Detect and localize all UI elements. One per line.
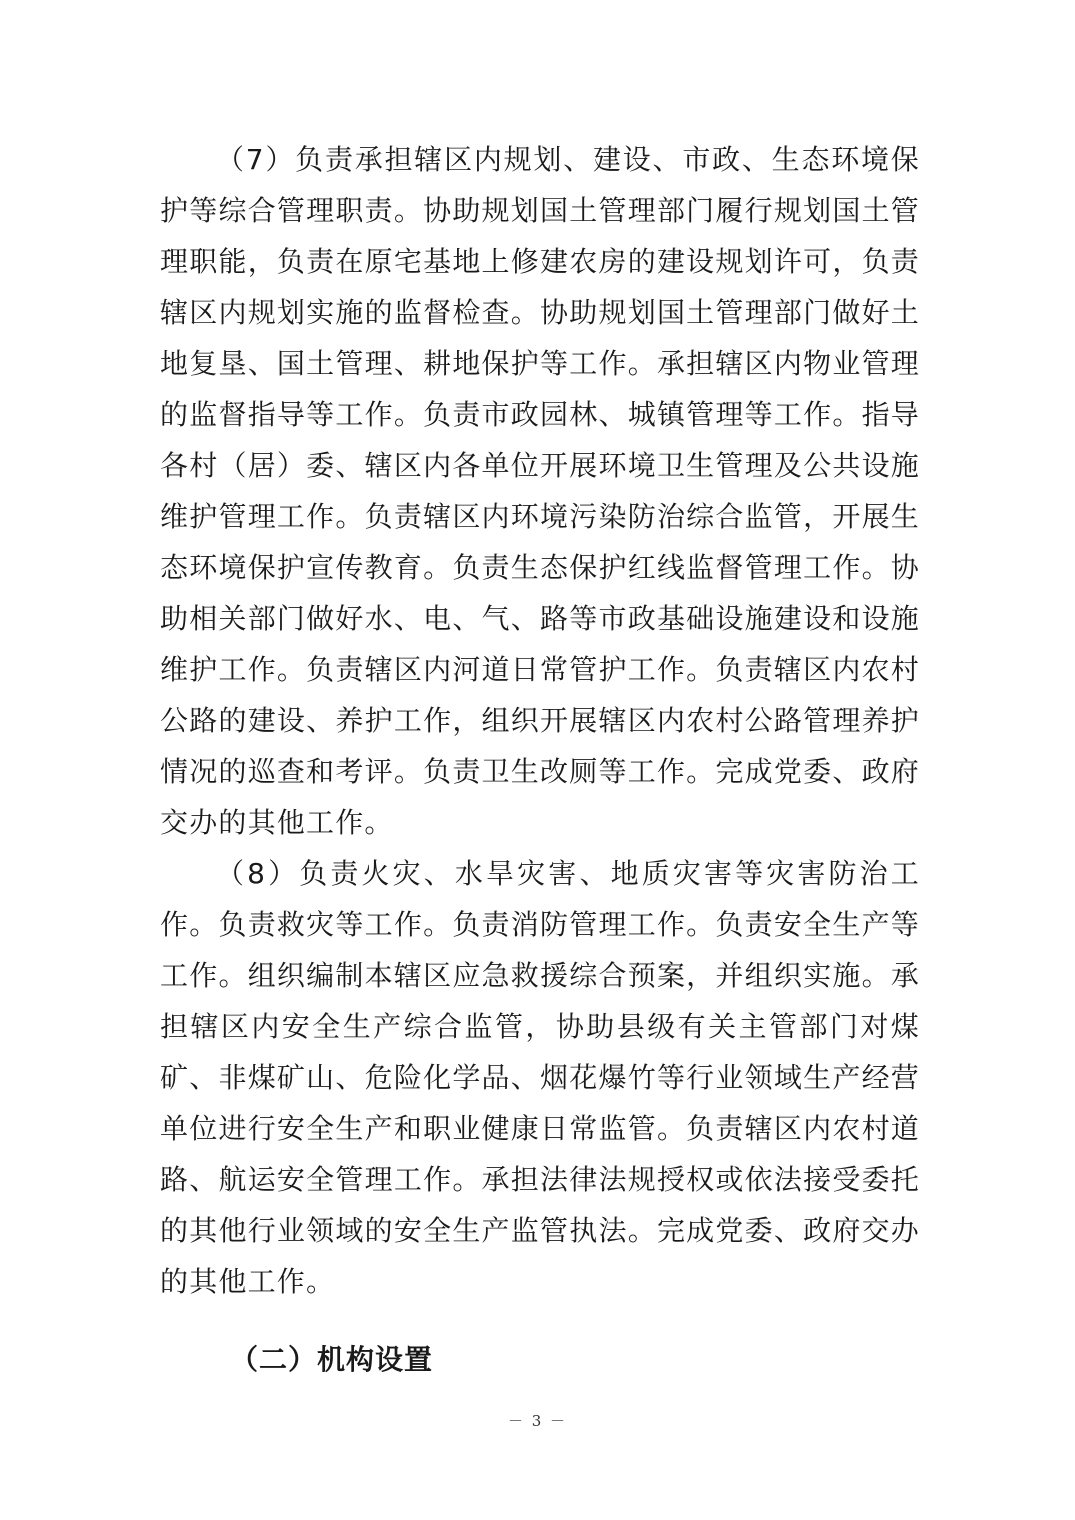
page-number: － 3 －	[507, 1412, 568, 1430]
paragraph-7: （7）负责承担辖区内规划、建设、市政、生态环境保护等综合管理职责。协助规划国土管理部门履行规划国土管理职能，负责在原宅基地上修建农房的建设规划许可，负责辖区内规划实施的监督检查。协助规划国土管理部门做好土地复垦、国土管理、耕地保护等工作。承担辖区内物业管理的监督指导等工作。负责市政园林、城镇管理等工作。指导各村（居）委、辖区内各单位开展环境卫生管理及公共设施维护管理工作。负责辖区内环境污染防治综合监管，开展生态环境保护宣传教育。负责生态保护红线监督管理工作。协助相关部门做好水、电、气、路等市政基础设施建设和设施维护工作。负责辖区内河道日常管护工作。负责辖区内农村公路的建设、养护工作，组织开展辖区内农村公路管理养护情况的巡查和考评。负责卫生改厕等工作。完成党委、政府交办的其他工作。	[160, 143, 920, 839]
paragraph-8: （8）负责火灾、水旱灾害、地质灾害等灾害防治工作。负责救灾等工作。负责消防管理工作。负责安全生产等工作。组织编制本辖区应急救援综合预案，并组织实施。承担辖区内安全生产综合监管，协助县级有关主管部门对煤矿、非煤矿山、危险化学品、烟花爆竹等行业领域生产经营单位进行安全生产和职业健康日常监管。负责辖区内农村道路、航运安全管理工作。承担法律法规授权或依法接受委托的其他行业领域的安全生产监管执法。完成党委、政府交办的其他工作。	[160, 857, 920, 1298]
section-heading: （二）机构设置	[230, 1343, 434, 1376]
